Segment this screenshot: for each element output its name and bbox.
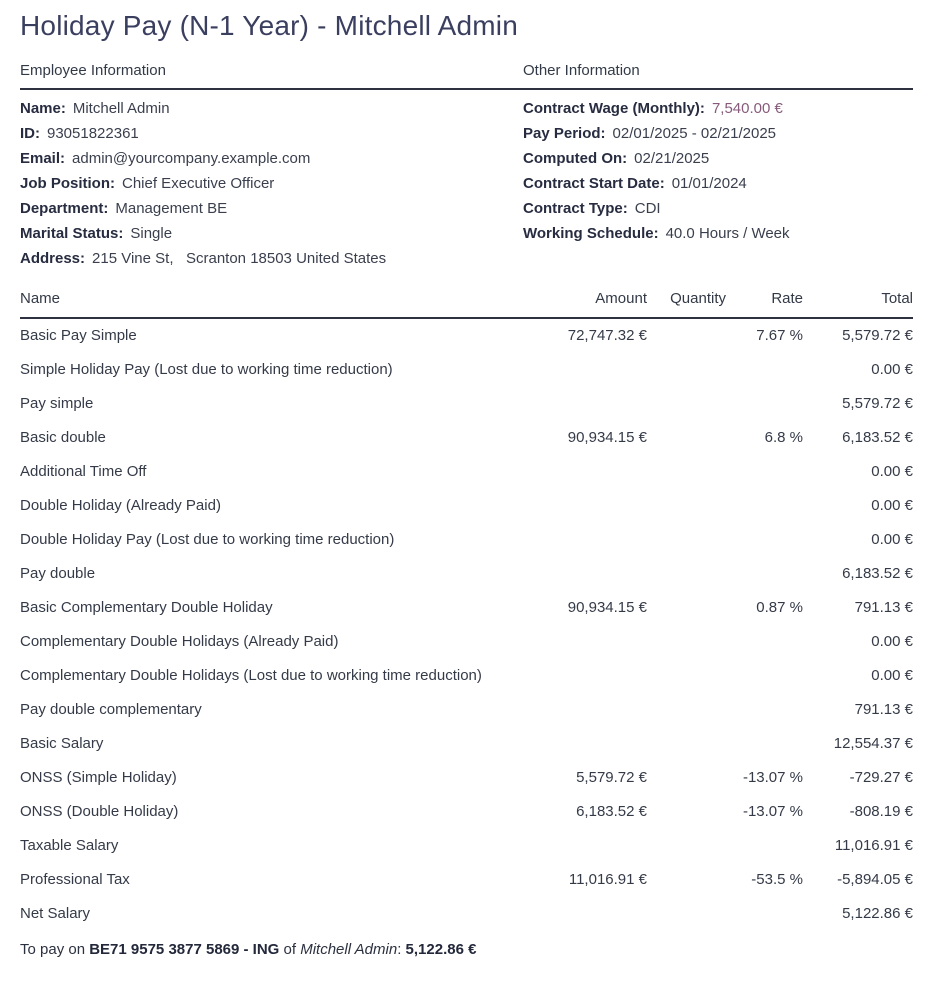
cell-name: Basic Salary [20,735,104,752]
employee-information-heading: Employee Information [20,62,166,79]
cell-quantity [647,659,726,693]
field-label: Contract Type: [523,200,628,217]
cell-rate: 6.8 % [764,429,803,446]
cell-name: Double Holiday (Already Paid) [20,497,221,514]
field-value: 02/01/2025 - 02/21/2025 [612,125,777,142]
info-field-row [20,176,523,192]
to-pay-part-bold: BE71 9575 3877 5869 - ING [89,941,280,958]
cell-total: -5,894.05 € [837,871,913,888]
to-pay-part-normal: To pay on [20,941,90,958]
salary-computation-table [20,290,913,931]
cell-amount [535,727,647,761]
cell-name: ONSS (Double Holiday) [20,803,179,820]
cell-total: 0.00 € [871,497,913,514]
cell-name: Additional Time Off [20,463,147,480]
employee-information-fields [20,90,523,276]
cell-amount [535,523,647,557]
table-row [20,897,913,931]
cell-amount: 11,016.91 € [568,871,647,888]
cell-total: 0.00 € [871,361,913,378]
cell-name: Pay simple [20,395,94,412]
cell-rate [726,693,803,727]
info-section-body [20,90,913,276]
cell-rate [726,659,803,693]
cell-total: 0.00 € [871,633,913,650]
table-row [20,727,913,761]
field-label: Working Schedule: [523,225,659,242]
column-header-amount: Amount [535,290,647,318]
table-row [20,761,913,795]
cell-amount [535,489,647,523]
table-row [20,625,913,659]
field-label: Pay Period: [523,125,606,142]
table-row [20,591,913,625]
cell-rate [726,897,803,931]
info-field-row [523,126,913,142]
cell-rate [726,455,803,489]
cell-name: Taxable Salary [20,837,119,854]
cell-total: -808.19 € [849,803,913,820]
cell-amount: 90,934.15 € [567,599,647,616]
cell-rate [726,557,803,591]
table-row [20,421,913,455]
table-row [20,489,913,523]
info-field-row [20,151,523,167]
cell-quantity [647,523,726,557]
cell-total: 791.13 € [854,599,913,616]
page-title: Holiday Pay (N-1 Year) - Mitchell Admin [20,10,518,41]
cell-total: -729.27 € [849,769,913,786]
cell-total: 0.00 € [871,667,913,684]
to-pay-part-italic: Mitchell Admin [300,941,398,958]
info-field-row [20,126,523,142]
field-value: 02/21/2025 [634,150,710,167]
cell-quantity [647,863,726,897]
table-row [20,387,913,421]
cell-quantity [647,591,726,625]
cell-total: 5,579.72 € [842,395,913,412]
cell-quantity [647,353,726,387]
cell-quantity [647,455,726,489]
cell-quantity [647,557,726,591]
table-row [20,318,913,353]
cell-name: Professional Tax [20,871,130,888]
cell-total: 0.00 € [871,463,913,480]
column-header-total: Total [803,290,913,318]
other-information-fields [523,90,913,276]
info-field-row [523,151,913,167]
field-value: 7,540.00 € [711,100,783,117]
cell-amount [535,897,647,931]
cell-amount [535,387,647,421]
cell-quantity [647,727,726,761]
cell-quantity [647,318,726,353]
column-header-rate: Rate [726,290,803,318]
table-row [20,795,913,829]
cell-amount [535,693,647,727]
cell-amount [535,659,647,693]
other-information-heading: Other Information [523,62,640,79]
field-value: Mitchell Admin [72,100,170,117]
field-label: Marital Status: [20,225,124,242]
cell-total: 0.00 € [871,531,913,548]
field-value: admin@yourcompany.example.com [72,150,311,167]
cell-name: Complementary Double Holidays (Lost due to working time reduction) [20,667,482,684]
cell-name: Double Holiday Pay (Lost due to working time reduction) [20,531,395,548]
cell-quantity [647,795,726,829]
info-section-headers [20,62,913,90]
cell-amount: 5,579.72 € [576,769,647,786]
cell-total: 791.13 € [854,701,913,718]
cell-rate [726,727,803,761]
cell-rate: 7.67 % [756,327,803,344]
cell-total: 5,579.72 € [842,327,913,344]
cell-amount: 72,747.32 € [567,327,647,344]
cell-amount: 90,934.15 € [567,429,647,446]
cell-name: Net Salary [20,905,91,922]
cell-name: Basic double [20,429,106,446]
field-label: Address: [20,250,86,267]
cell-rate: -13.07 % [742,803,803,820]
cell-rate: -53.5 % [751,871,803,888]
field-label: ID: [20,125,40,142]
cell-name: Simple Holiday Pay (Lost due to working time reduction) [20,361,393,378]
info-field-row [20,201,523,217]
field-value: Single [130,225,173,242]
cell-amount [535,557,647,591]
column-header-quantity: Quantity [647,290,726,318]
cell-amount [535,353,647,387]
field-label: Department: [20,200,109,217]
cell-quantity [647,387,726,421]
cell-total: 11,016.91 € [834,837,913,854]
cell-quantity [647,693,726,727]
cell-total: 6,183.52 € [842,565,913,582]
table-row [20,829,913,863]
salary-table-body [20,318,913,931]
field-label: Job Position: [20,175,115,192]
field-label: Email: [20,150,66,167]
field-label: Name: [20,100,66,117]
cell-quantity [647,489,726,523]
cell-name: Complementary Double Holidays (Already Paid) [20,633,339,650]
cell-name: Pay double [20,565,96,582]
info-field-row [523,176,913,192]
cell-name: ONSS (Simple Holiday) [20,769,177,786]
cell-amount: 6,183.52 € [576,803,647,820]
cell-rate [726,829,803,863]
cell-total: 12,554.37 € [833,735,913,752]
field-value: 01/01/2024 [671,175,747,192]
table-row [20,523,913,557]
salary-table-header [20,290,913,318]
info-field-row [523,226,913,242]
table-row [20,455,913,489]
field-value: 215 Vine St, Scranton 18503 United States [92,250,387,267]
field-value: CDI [634,200,661,217]
info-field-row [20,226,523,242]
column-header-name: Name [20,290,535,318]
cell-total: 6,183.52 € [842,429,913,446]
field-label: Computed On: [523,150,628,167]
field-label: Contract Start Date: [523,175,665,192]
info-field-row [523,201,913,217]
cell-rate [726,387,803,421]
cell-name: Basic Complementary Double Holiday [20,599,273,616]
info-field-row [523,101,913,117]
cell-quantity [647,897,726,931]
to-pay-summary [20,941,913,959]
cell-rate: -13.07 % [742,769,803,786]
cell-rate: 0.87 % [756,599,803,616]
cell-rate [726,625,803,659]
table-row [20,557,913,591]
cell-name: Pay double complementary [20,701,202,718]
field-label: Contract Wage (Monthly): [523,100,705,117]
cell-amount [535,455,647,489]
to-pay-part-normal: of [279,941,301,958]
cell-name: Basic Pay Simple [20,327,137,344]
field-value: 93051822361 [47,125,139,142]
table-row [20,693,913,727]
to-pay-part-normal: : [397,941,406,958]
table-row [20,863,913,897]
cell-amount [535,829,647,863]
cell-quantity [647,421,726,455]
info-field-row [20,251,523,267]
cell-rate [726,353,803,387]
cell-rate [726,489,803,523]
cell-quantity [647,829,726,863]
to-pay-part-bold: 5,122.86 € [405,941,477,958]
field-value: 40.0 Hours / Week [665,225,790,242]
cell-rate [726,523,803,557]
table-row [20,353,913,387]
cell-quantity [647,761,726,795]
table-row [20,659,913,693]
field-value: Chief Executive Officer [122,175,275,192]
cell-amount [535,625,647,659]
cell-quantity [647,625,726,659]
info-field-row [20,101,523,117]
cell-total: 5,122.86 € [842,905,913,922]
field-value: Management BE [115,200,228,217]
